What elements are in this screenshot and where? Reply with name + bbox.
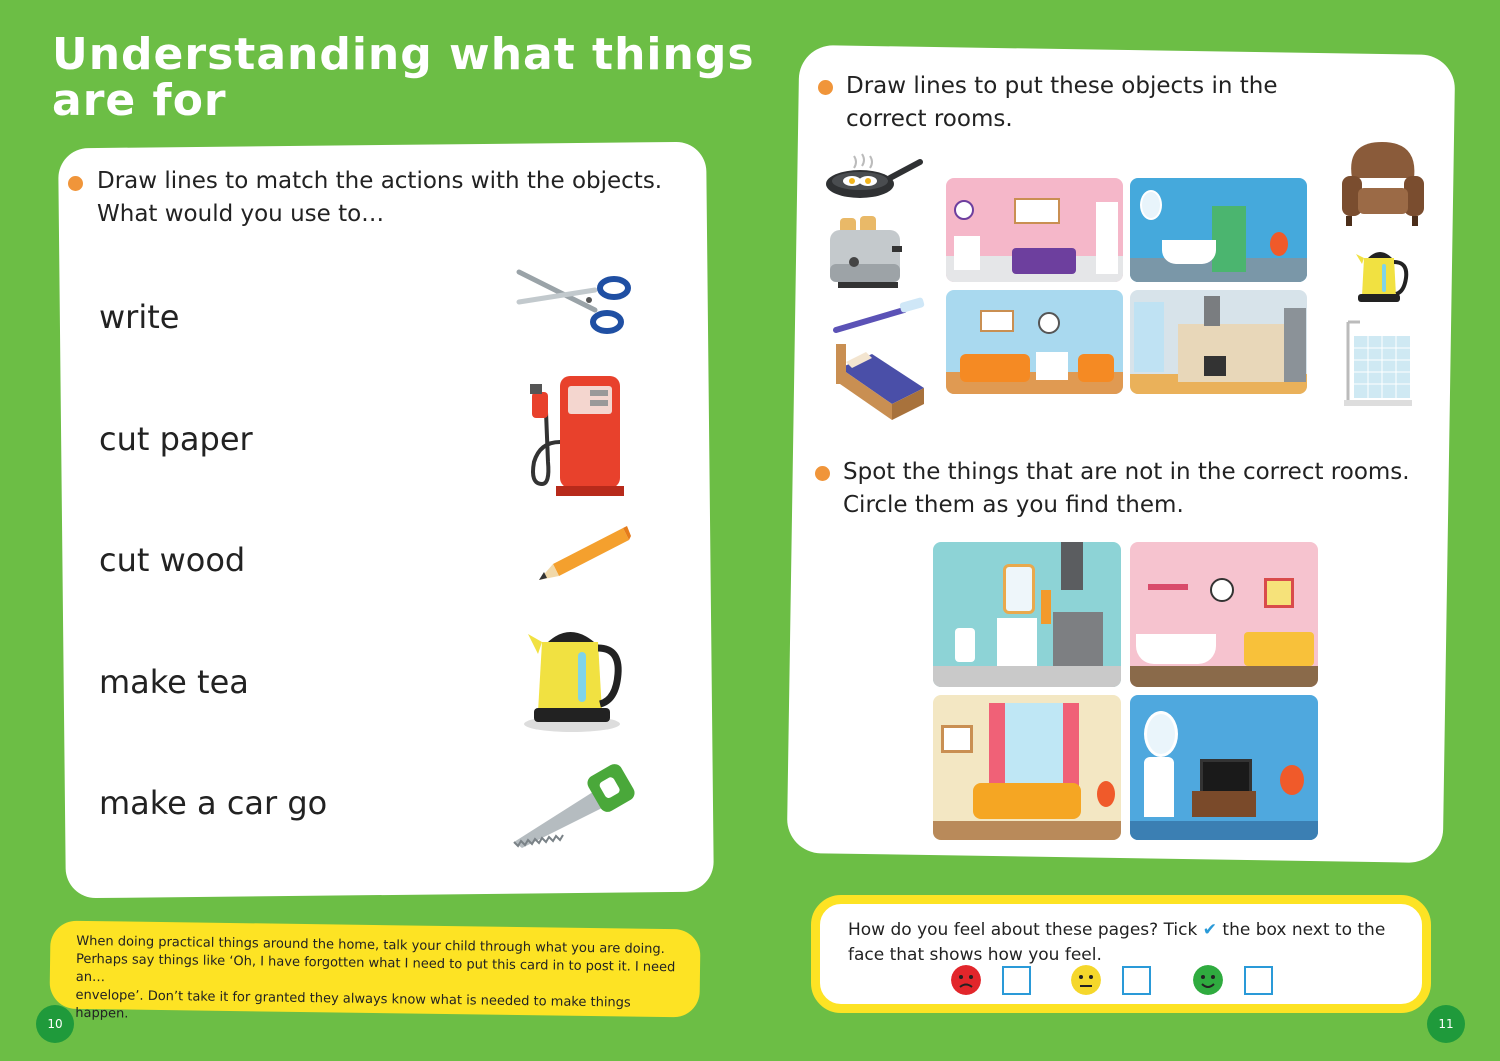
window-icon xyxy=(1003,703,1065,783)
room-living-room[interactable] xyxy=(946,290,1123,394)
room-kitchen[interactable] xyxy=(1130,290,1307,394)
mirror-icon xyxy=(1144,711,1178,757)
bed-icon xyxy=(1012,248,1076,274)
mirror-icon xyxy=(1140,190,1162,220)
parent-note-text xyxy=(75,933,688,1032)
right-instruction-2 xyxy=(843,456,1410,522)
parent-note-line2: Perhaps say things like ‘Oh, I have forgotten what I need to put this card in to post it. I need an… xyxy=(75,951,676,986)
scissors-icon[interactable] xyxy=(515,266,635,341)
toaster-icon[interactable] xyxy=(826,212,906,292)
room-living-room-spot[interactable] xyxy=(933,695,1121,840)
toilet-icon xyxy=(1280,765,1304,795)
happy-face-icon xyxy=(1193,965,1223,995)
room-bedroom-spot[interactable] xyxy=(1130,542,1318,687)
bathtub-icon xyxy=(1162,240,1216,264)
bed-icon[interactable] xyxy=(832,338,928,422)
clock-icon xyxy=(1210,578,1234,602)
kettle-icon[interactable] xyxy=(520,612,630,732)
fuel-pump-icon[interactable] xyxy=(520,372,630,500)
towel-icon xyxy=(1041,590,1051,624)
toilet-icon xyxy=(1270,232,1288,256)
kettle-icon[interactable] xyxy=(1352,242,1412,306)
shelf-icon xyxy=(1148,584,1188,590)
shower-icon[interactable] xyxy=(1342,318,1414,410)
drawers-icon xyxy=(954,236,980,270)
room-floor xyxy=(933,821,1121,840)
shower-curtain-icon xyxy=(1212,206,1246,272)
oven-icon xyxy=(1204,356,1226,376)
sofa-icon xyxy=(960,354,1030,382)
armchair-icon[interactable] xyxy=(1338,138,1428,230)
page-title-line1: Understanding what things xyxy=(52,29,755,80)
drawers-icon xyxy=(1036,352,1068,380)
frying-pan-icon[interactable] xyxy=(824,152,924,204)
sink-cabinet-icon xyxy=(997,618,1037,666)
room-bathroom[interactable] xyxy=(1130,178,1307,282)
feelings-line1: How do you feel about these pages? Tick ✔ the box next to the xyxy=(848,920,1386,940)
feelings-line2: face that shows how you feel. xyxy=(848,945,1102,965)
page-title-line2: are for xyxy=(52,75,227,126)
action-make-car-go[interactable]: make a car go xyxy=(99,784,328,822)
happy-tickbox[interactable] xyxy=(1244,966,1273,995)
clock-icon xyxy=(1038,312,1060,334)
armchair-icon xyxy=(1078,354,1114,382)
parent-note-line1: When doing practical things around the home, talk your child through what you are doing. xyxy=(76,933,665,958)
action-write[interactable]: write xyxy=(99,298,180,336)
mirror-icon xyxy=(1003,564,1035,614)
feelings-text xyxy=(848,918,1408,968)
left-instruction-line2: What would you use to… xyxy=(97,201,385,227)
picture-frame-icon xyxy=(980,310,1014,332)
left-instruction-line1: Draw lines to match the actions with the objects. xyxy=(97,168,663,194)
picture-frame-icon xyxy=(1014,198,1060,224)
room-kitchen-spot[interactable] xyxy=(933,542,1121,687)
picture-frame-icon xyxy=(1264,578,1294,608)
page-number-right: 11 xyxy=(1427,1005,1465,1043)
room-bedroom[interactable] xyxy=(946,178,1123,282)
toilet-icon xyxy=(1097,781,1115,807)
bookshelf-icon xyxy=(1096,202,1118,274)
room-floor xyxy=(933,666,1121,687)
parent-note-line3: envelope’. Don’t take it for granted they always know what is needed to make things happen. xyxy=(75,987,631,1022)
sad-tickbox[interactable] xyxy=(1002,966,1031,995)
toothbrush-icon[interactable] xyxy=(830,296,930,336)
action-cut-paper[interactable]: cut paper xyxy=(99,420,253,458)
sad-face-icon xyxy=(951,965,981,995)
window-icon xyxy=(1134,302,1164,372)
kitchen-units-icon xyxy=(1178,324,1286,382)
toilet-icon xyxy=(955,628,975,662)
bullet-dot xyxy=(818,80,833,95)
fridge-icon xyxy=(1284,308,1306,382)
room-floor xyxy=(1130,666,1318,687)
tv-cabinet-icon xyxy=(1192,791,1256,817)
neutral-face-icon xyxy=(1071,965,1101,995)
bathtub-icon xyxy=(1136,634,1216,664)
tick-icon: ✔ xyxy=(1202,920,1218,940)
feelings-box xyxy=(811,895,1431,1013)
television-icon xyxy=(1200,759,1252,795)
extractor-hood-icon xyxy=(1061,542,1083,590)
bed-icon xyxy=(1244,632,1314,666)
right-instruction-1-line1: Draw lines to put these objects in the xyxy=(846,73,1278,99)
parent-note xyxy=(49,920,700,1022)
saw-icon[interactable] xyxy=(508,760,638,850)
room-bathroom-spot[interactable] xyxy=(1130,695,1318,840)
picture-frame-icon xyxy=(941,725,973,753)
right-instruction-1 xyxy=(846,70,1277,136)
neutral-tickbox[interactable] xyxy=(1122,966,1151,995)
page-number-left: 10 xyxy=(36,1005,74,1043)
right-instruction-2-line1: Spot the things that are not in the correct rooms. xyxy=(843,459,1410,485)
pencil-icon[interactable] xyxy=(535,522,635,584)
right-instruction-2-line2: Circle them as you find them. xyxy=(843,492,1184,518)
page-title xyxy=(52,29,755,126)
sofa-icon xyxy=(973,783,1081,819)
sink-icon xyxy=(1144,757,1174,817)
left-instruction xyxy=(97,165,662,231)
action-make-tea[interactable]: make tea xyxy=(99,663,249,701)
action-cut-wood[interactable]: cut wood xyxy=(99,541,246,579)
right-instruction-1-line2: correct rooms. xyxy=(846,106,1013,132)
bullet-dot xyxy=(815,466,830,481)
extractor-hood-icon xyxy=(1204,296,1220,326)
bullet-dot xyxy=(68,176,83,191)
oven-icon xyxy=(1053,612,1103,666)
room-floor xyxy=(1130,821,1318,840)
clock-icon xyxy=(954,200,974,220)
